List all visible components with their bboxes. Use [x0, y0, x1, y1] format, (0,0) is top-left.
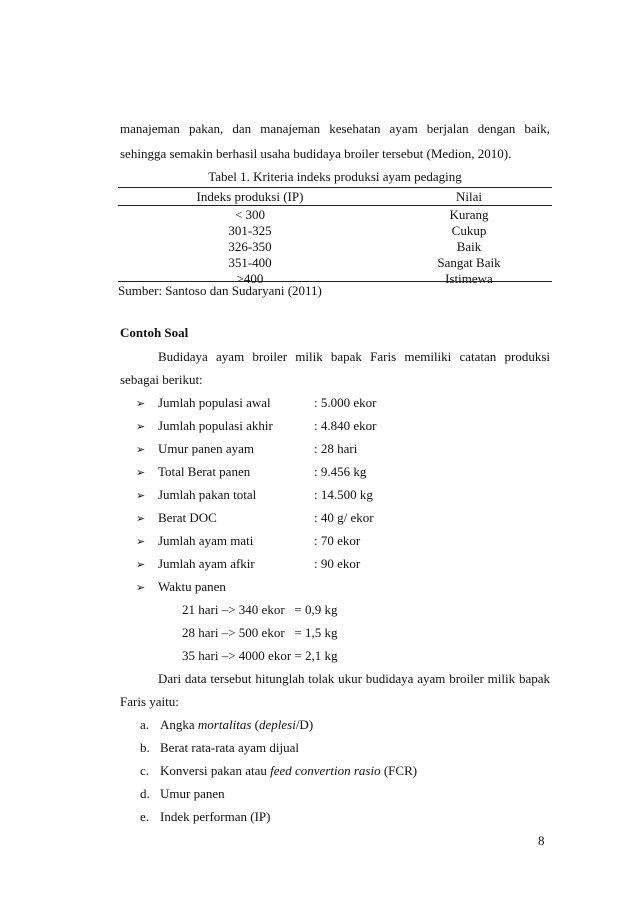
table-cell-ip: 351-400 — [228, 255, 272, 270]
item-italic-text: mortalitas — [197, 717, 252, 732]
table-header-ip: Indeks produksi (IP) — [196, 189, 304, 204]
list-item-letter: c. — [140, 763, 150, 778]
list-item-letter: b. — [140, 740, 150, 755]
item-text: /D) — [295, 717, 314, 732]
example-intro-line-2: sebagai berikut: — [120, 372, 203, 387]
list-item: Umur panen — [160, 786, 225, 801]
list-item-label: Waktu panen — [158, 579, 226, 594]
list-item-label: Jumlah ayam afkir — [158, 556, 255, 571]
list-item-value: : 70 ekor — [314, 533, 361, 548]
harvest-line: 21 hari –> 340 ekor = 0,9 kg — [182, 602, 338, 617]
item-text: ( — [251, 717, 259, 732]
list-item-value: : 90 ekor — [314, 556, 361, 571]
list-item-label: Jumlah populasi akhir — [158, 418, 273, 433]
arrow-bullet-icon: ➢ — [136, 444, 146, 456]
list-item — [160, 717, 313, 733]
table-cell-ip: 301-325 — [228, 223, 272, 238]
harvest-line: 35 hari –> 4000 ekor = 2,1 kg — [182, 648, 338, 663]
item-text: Angka — [160, 717, 198, 732]
page-number: 8 — [538, 833, 545, 848]
list-item-letter: a. — [140, 717, 150, 732]
table-bottom-rule — [118, 281, 552, 282]
list-item-value: : 40 g/ ekor — [314, 510, 374, 525]
list-item-label: Umur panen ayam — [158, 441, 255, 456]
table-cell-nilai: Baik — [456, 239, 482, 254]
intro-line-2: sehingga semakin berhasil usaha budidaya broiler tersebut (Medion, 2010). — [120, 146, 512, 161]
intro-line-1: manajeman pakan, dan manajeman kesehatan ayam berjalan dengan baik, — [120, 121, 550, 136]
list-item-value: : 9.456 kg — [314, 464, 367, 479]
table-cell-nilai: Istimewa — [445, 271, 493, 286]
table-caption: Tabel 1. Kriteria indeks produksi ayam pedaging — [208, 169, 462, 184]
list-item: Indek performan (IP) — [160, 809, 271, 824]
list-item-value: : 14.500 kg — [314, 487, 373, 502]
table-top-rule — [118, 187, 552, 188]
list-item-label: Total Berat panen — [158, 464, 251, 479]
table-cell-nilai: Sangat Baik — [437, 255, 501, 270]
example-intro-line-1: Budidaya ayam broiler milik bapak Faris memiliki catatan produksi — [158, 349, 550, 364]
item-italic-text: deplesi — [258, 717, 296, 732]
item-text: Konversi pakan atau — [160, 763, 271, 778]
arrow-bullet-icon: ➢ — [136, 421, 146, 433]
harvest-line: 28 hari –> 500 ekor = 1,5 kg — [182, 625, 338, 640]
list-item-label: Jumlah pakan total — [158, 487, 257, 502]
question-line-1: Dari data tersebut hitunglah tolak ukur budidaya ayam broiler milik bapak — [158, 671, 550, 686]
table-header-rule — [118, 205, 552, 206]
list-item: Berat rata-rata ayam dijual — [160, 740, 299, 755]
list-item — [160, 763, 417, 779]
arrow-bullet-icon: ➢ — [136, 467, 146, 479]
table-cell-ip: 326-350 — [228, 239, 272, 254]
question-line-2: Faris yaitu: — [120, 694, 179, 709]
section-heading: Contoh Soal — [120, 325, 189, 340]
arrow-bullet-icon: ➢ — [136, 559, 146, 571]
table-cell-nilai: Kurang — [449, 207, 489, 222]
table-header-nilai: Nilai — [456, 189, 482, 204]
list-item-letter: e. — [140, 809, 150, 824]
arrow-bullet-icon: ➢ — [136, 513, 146, 525]
arrow-bullet-icon: ➢ — [136, 536, 146, 548]
arrow-bullet-icon: ➢ — [136, 582, 146, 594]
list-item-label: Jumlah populasi awal — [158, 395, 271, 410]
list-item-label: Berat DOC — [158, 510, 217, 525]
list-item-value: : 5.000 ekor — [314, 395, 377, 410]
table-cell-ip: >400 — [236, 271, 264, 286]
list-item-value: : 4.840 ekor — [314, 418, 377, 433]
table-source: Sumber: Santoso dan Sudaryani (2011) — [118, 283, 322, 298]
table-cell-nilai: Cukup — [451, 223, 487, 238]
arrow-bullet-icon: ➢ — [136, 398, 146, 410]
arrow-bullet-icon: ➢ — [136, 490, 146, 502]
table-cell-ip: < 300 — [234, 207, 266, 222]
item-italic-text: feed convertion rasio — [270, 763, 381, 778]
list-item-letter: d. — [140, 786, 150, 801]
list-item-label: Jumlah ayam mati — [158, 533, 254, 548]
item-text: (FCR) — [380, 763, 418, 778]
list-item-value: : 28 hari — [314, 441, 358, 456]
